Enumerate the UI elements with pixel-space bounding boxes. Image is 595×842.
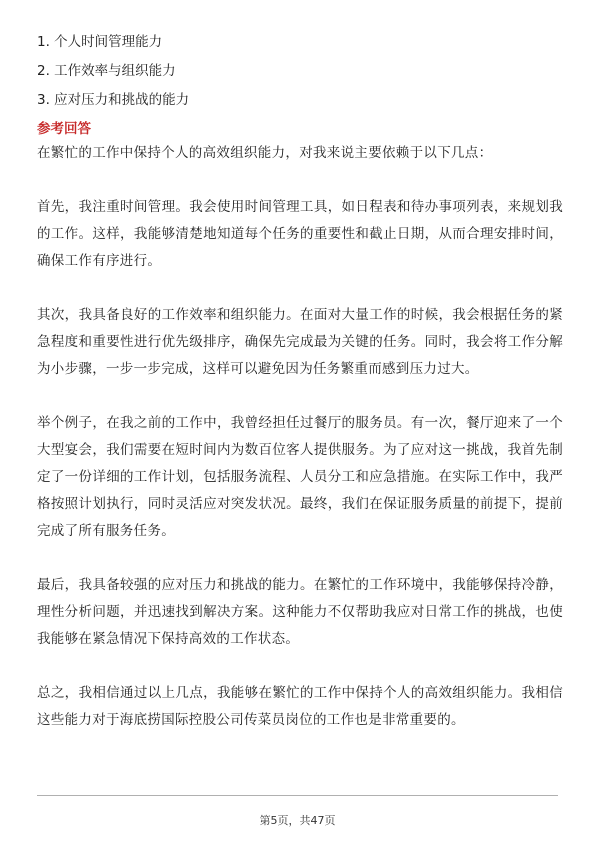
- answer-heading: 参考回答: [37, 121, 91, 137]
- list-item-efficiency: 2. 工作效率与组织能力: [37, 63, 176, 79]
- paragraph-conclusion: 总之，我相信通过以上几点，我能够在繁忙的工作中保持个人的高效组织能力。我相信这些能力对于海底捞国际控股公司传菜员岗位的工作也是非常重要的。: [37, 685, 563, 728]
- document-body: [37, 32, 563, 734]
- paragraph-example: 举个例子，在我之前的工作中，我曾经担任过餐厅的服务员。有一次，餐厅迎来了一个大型宴会，我们需要在短时间内为数百位客人提供服务。为了应对这一挑战，我首先制定了一份详细的工作计划，包括服务流程、人员分工和应急措施。在实际工作中，我严格按照计划执行，同时灵活应对突发状况。最终，我们在保证服务质量的前提下，提前完成了所有服务任务。: [37, 415, 563, 539]
- paragraph-efficiency: 其次，我具备良好的工作效率和组织能力。在面对大量工作的时候，我会根据任务的紧急程度和重要性进行优先级排序，确保先完成最为关键的任务。同时，我会将工作分解为小步骤，一步一步完成，这样可以避免因为任务繁重而感到压力过大。: [37, 307, 563, 377]
- list-item-time-management: 1. 个人时间管理能力: [37, 34, 163, 50]
- paragraph-pressure: 最后，我具备较强的应对压力和挑战的能力。在繁忙的工作环境中，我能够保持冷静，理性分析问题，并迅速找到解决方案。这种能力不仅帮助我应对日常工作的挑战，也使我能够在紧急情况下保持高效的工作状态。: [37, 577, 563, 647]
- paragraph-intro: 在繁忙的工作中保持个人的高效组织能力，对我来说主要依赖于以下几点：: [37, 145, 493, 161]
- paragraph-time-management: 首先，我注重时间管理。我会使用时间管理工具，如日程表和待办事项列表，来规划我的工作。这样，我能够清楚地知道每个任务的重要性和截止日期，从而合理安排时间，确保工作有序进行。: [37, 199, 563, 269]
- list-item-pressure: 3. 应对压力和挑战的能力: [37, 92, 190, 108]
- page-number: 第5页，共47页: [259, 814, 336, 827]
- footer-divider: [37, 795, 558, 796]
